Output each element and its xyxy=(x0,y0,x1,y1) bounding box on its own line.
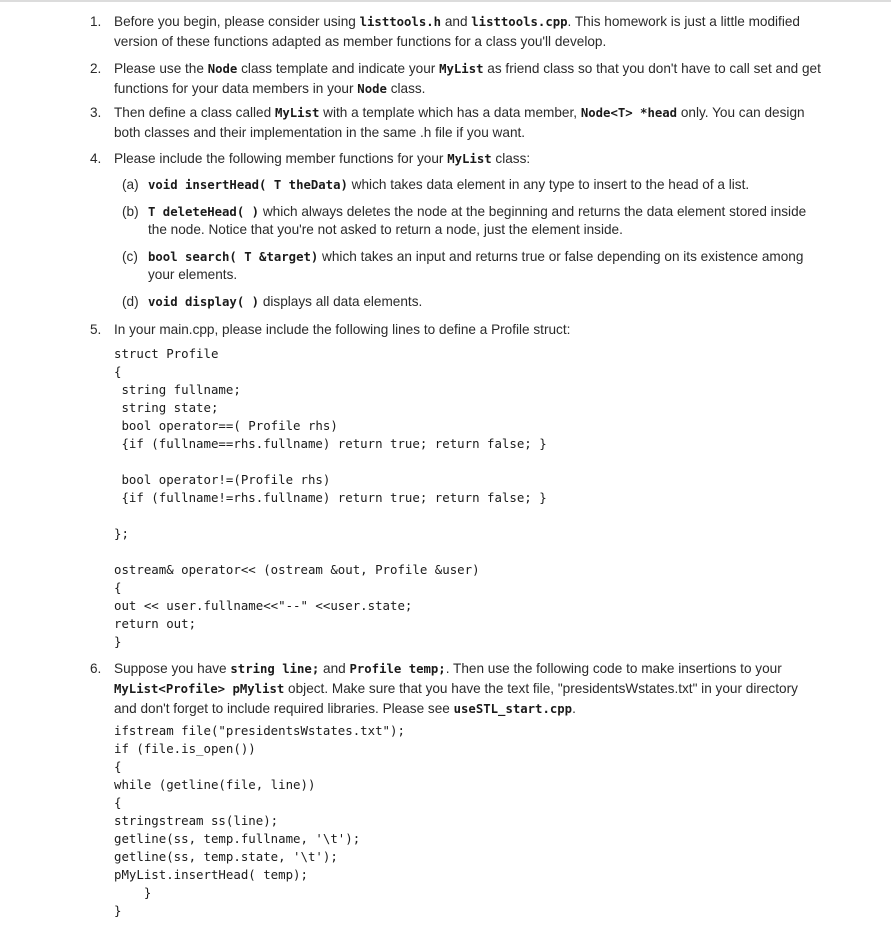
list-item-2 xyxy=(90,59,830,99)
code-line: if (file.is_open()) xyxy=(114,741,256,756)
code-line: string state; xyxy=(114,400,219,415)
list-item-6 xyxy=(90,659,830,719)
code-line: {if (fullname!=rhs.fullname) return true; return false; } xyxy=(114,490,547,505)
code-line: ifstream file("presidentsWstates.txt"); xyxy=(114,723,405,738)
code-line: struct Profile xyxy=(114,346,219,361)
code-line: string fullname; xyxy=(114,382,241,397)
code-line: } xyxy=(114,634,122,649)
code-line: } xyxy=(114,885,152,900)
sub-item-label: (c) xyxy=(122,249,138,264)
sub-item-label: (b) xyxy=(122,204,139,219)
sub-item-label: (d) xyxy=(122,294,139,309)
list-item-4 xyxy=(90,149,830,169)
code-line: ostream& operator<< (ostream &out, Profile &user) xyxy=(114,562,480,577)
code-line: {if (fullname==rhs.fullname) return true; return false; } xyxy=(114,436,547,451)
sub-item-d xyxy=(122,293,822,311)
item-number: 5. xyxy=(90,322,102,337)
sub-item-a xyxy=(122,176,822,194)
code-line: { xyxy=(114,364,122,379)
item-text: Then define a class called MyList with a template which has a data member, Node<T> *head only. You can design both classes and their implementation in the same .h file if you want. xyxy=(114,105,805,140)
code-line: } xyxy=(114,903,122,918)
sub-item-text: void insertHead( T theData) which takes data element in any type to insert to the head of a list. xyxy=(148,177,750,192)
code-line: pMyList.insertHead( temp); xyxy=(114,867,308,882)
code-line: while (getline(file, line)) xyxy=(114,777,316,792)
item-text: Please use the Node class template and indicate your MyList as friend class so that you don't have to call set and get functions for your data members in your Node class. xyxy=(114,61,821,96)
sub-item-label: (a) xyxy=(122,177,139,192)
code-line: { xyxy=(114,580,122,595)
sub-item-text: void display( ) displays all data elements. xyxy=(148,294,423,309)
file-read-code xyxy=(114,723,405,918)
item-text: Before you begin, please consider using listtools.h and listtools.cpp. This homework is just a little modified version of these functions adapted as member functions for a class you'll develop. xyxy=(114,14,800,49)
item-text: Please include the following member functions for your MyList class: xyxy=(114,151,531,166)
list-item-3 xyxy=(90,103,830,142)
code-line: out << user.fullname<<"--" <<user.state; xyxy=(114,598,413,613)
item-number: 1. xyxy=(90,14,102,29)
list-item-1 xyxy=(90,12,830,51)
code-line: bool operator!=(Profile rhs) xyxy=(114,472,331,487)
item-number: 2. xyxy=(90,61,102,76)
code-line: stringstream ss(line); xyxy=(114,813,279,828)
item-number: 4. xyxy=(90,151,102,166)
top-rule xyxy=(0,0,891,2)
code-line: { xyxy=(114,759,122,774)
sub-item-text: bool search( T &target) which takes an input and returns true or false depending on its existence among your elements. xyxy=(148,249,804,282)
list-item-5 xyxy=(90,320,830,339)
item-number: 6. xyxy=(90,661,102,676)
item-text: Suppose you have string line; and Profile temp;. Then use the following code to make insertions to your MyList<Profile> pMylist object. Make sure that you have the text file, "presidentsWstates.txt" in your directory and don't forget to include required libraries. Please see useSTL_start.cpp. xyxy=(114,661,798,716)
sub-item-b xyxy=(122,203,822,239)
code-line: }; xyxy=(114,526,129,541)
code-line: getline(ss, temp.fullname, '\t'); xyxy=(114,831,361,846)
sub-item-c xyxy=(122,248,822,284)
code-line: { xyxy=(114,795,122,810)
code-line: bool operator==( Profile rhs) xyxy=(114,418,338,433)
sub-item-text: T deleteHead( ) which always deletes the node at the beginning and returns the data element stored inside the node. Notice that you're not asked to return a node, just the element inside. xyxy=(148,204,807,237)
item-text: In your main.cpp, please include the following lines to define a Profile struct: xyxy=(114,322,571,337)
code-line: getline(ss, temp.state, '\t'); xyxy=(114,849,338,864)
profile-struct-code xyxy=(114,346,547,649)
code-line: return out; xyxy=(114,616,197,631)
item-number: 3. xyxy=(90,105,102,120)
